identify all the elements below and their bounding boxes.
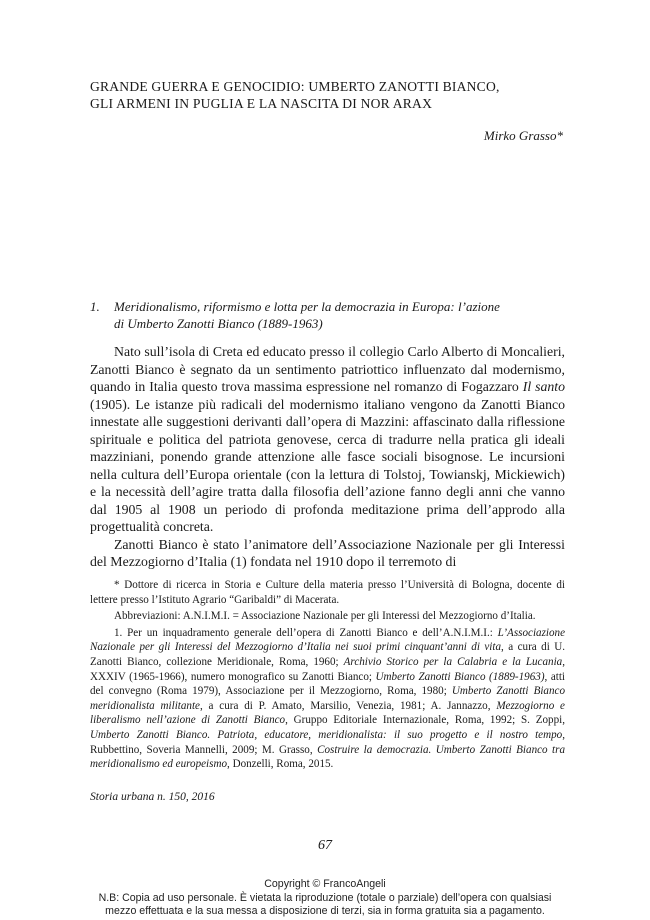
footnotes <box>90 578 565 774</box>
author-name: Mirko Grasso* <box>483 128 563 143</box>
section-heading <box>90 298 565 332</box>
body-text <box>90 343 565 571</box>
copyright-line: Copyright © FrancoAngeli <box>264 878 386 890</box>
notice-line-2: mezzo effettuata e la sua messa a disposizione di terzi, sia in forma gratuita sia a pagamento. <box>105 905 545 917</box>
notice-line-1: N.B: Copia ad uso personale. È vietata la riproduzione (totale o parziale) dell’opera con qualsiasi <box>98 891 552 904</box>
title-line-1: GRANDE GUERRA E GENOCIDIO: UMBERTO ZANOTTI BIANCO, <box>90 79 500 94</box>
author-affiliation-note: * Dottore di ricerca in Storia e Culture della materia presso l’Università di Bologna, docente di lettere presso l’Istituto Agrario “Garibaldi” di Macerata. <box>90 579 565 606</box>
copyright-footer <box>0 878 650 919</box>
journal-reference: Storia urbana n. 150, 2016 <box>90 791 215 803</box>
body-paragraph-2: Zanotti Bianco è stato l’animatore dell’Associazione Nazionale per gli Interessi del Mezzogiorno d’Italia (1) fondata nel 1910 dopo il terremoto di <box>90 536 565 569</box>
body-paragraph-1: Nato sull’isola di Creta ed educato presso il collegio Carlo Alberto di Moncalieri, Zanotti Bianco è segnato da un sentimento patriottico influenzato dal modernismo, quando in Italia questo trova massima espressione nel romanzo di Fogazzaro Il santo (1905). Le istanze più radicali del modernismo italiano vengono da Zanotti Bianco innestate alle suggestioni derivanti dall’opera di Mazzini: affascinato dalla riflessione spirituale e politica del patriota genovese, cerca di tradurre nella pratica gli ideali mazziniani, ponendo grande attenzione alle fasce sociali bisognose. Le incursioni nella cultura dell’Europa orientale (con la lettura di Tolstoj, Towianskj, Mickiewich) e la necessità dell’agire tratta dalla filosofia dell’azione fanno degli anni che vanno dal 1905 al 1908 un periodo di profonda meditazione prima dell’approdo alla progettualità concreta. <box>90 344 565 534</box>
section-heading-line-2: di Umberto Zanotti Bianco (1889-1963) <box>114 316 323 331</box>
title-line-2: GLI ARMENI IN PUGLIA E LA NASCITA DI NOR ARAX <box>90 96 433 111</box>
abbreviations-note: Abbreviazioni: A.N.I.M.I. = Associazione Nazionale per gli Interessi del Mezzogiorno d’Italia. <box>114 610 536 623</box>
section-heading-line-1: Meridionalismo, riformismo e lotta per la democrazia in Europa: l’azione <box>114 299 500 314</box>
section-number: 1. <box>90 299 100 314</box>
footnote-1: 1. Per un inquadramento generale dell’opera di Zanotti Bianco e dell’A.N.I.M.I.: L’Associazione Nazionale per gli Interessi del Mezzogiorno d’Italia nei suoi primi cinquant’anni di vita, a cura di U. Zanotti Bianco, collezione Meridionale, Roma, 1960; Archivio Storico per la Calabria e la Lucania, XXXIV (1965-1966), numero monografico su Zanotti Bianco; Umberto Zanotti Bianco (1889-1963), atti del convegno (Roma 1979), Associazione per il Mezzogiorno, Roma, 1980; Umberto Zanotti Bianco meridionalista militante, a cura di P. Amato, Marsilio, Venezia, 1981; A. Jannazzo, Mezzogiorno e liberalismo nell’azione di Zanotti Bianco, Gruppo Editoriale Internazionale, Roma, 1992; S. Zoppi, Umberto Zanotti Bianco. Patriota, educatore, meridionalista: il suo progetto e il nostro tempo, Rubbettino, Soveria Mannelli, 2009; M. Grasso, Costruire la democrazia. Umberto Zanotti Bianco tra meridionalismo ed europeismo, Donzelli, Roma, 2015. <box>90 626 566 771</box>
page-number: 67 <box>318 838 332 853</box>
article-title <box>90 78 570 112</box>
